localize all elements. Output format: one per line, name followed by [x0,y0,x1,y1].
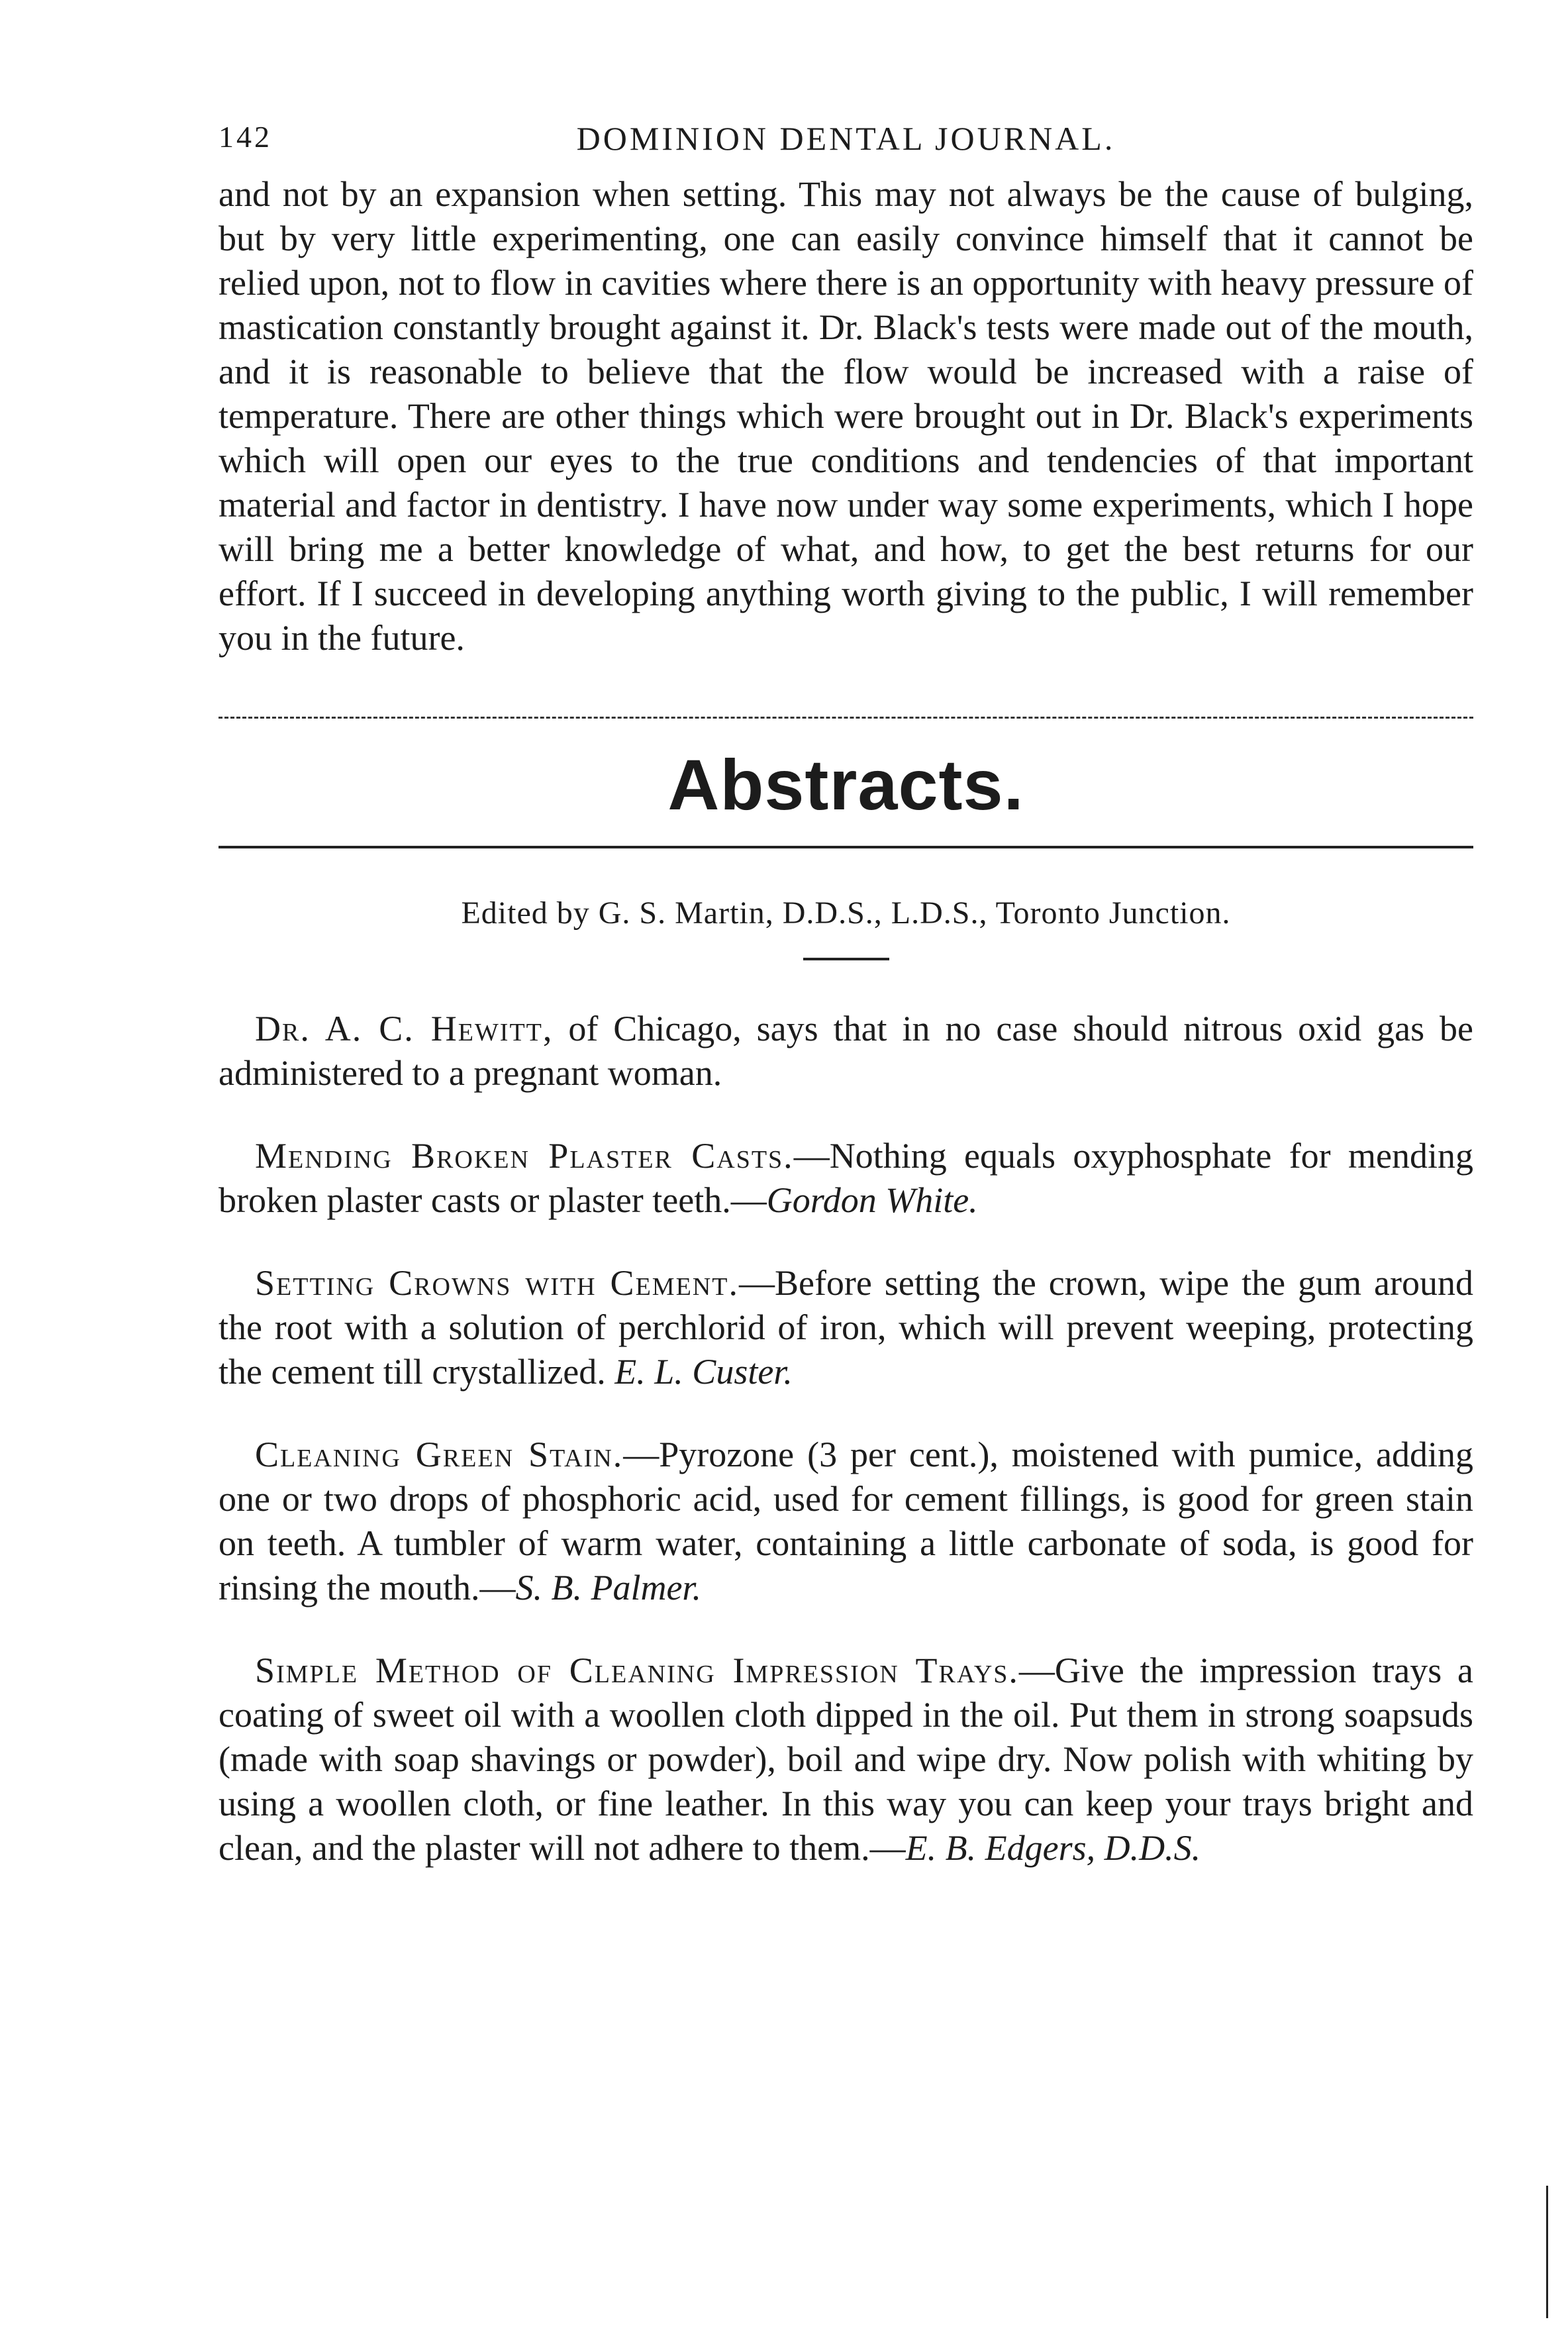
abstract-item [219,1261,1473,1394]
running-head [219,119,1473,172]
abstract-source: S. B. Palmer. [515,1568,701,1607]
short-rule [803,958,889,960]
intro-paragraph: and not by an expansion when setting. This may not always be the cause of bulging, but by very little experimenting, one can easily convince himself that it cannot be relied upon, not to flow in cavities where there is an opportunity with heavy pressure of mastication constantly brought against it. Dr. Black's tests were made out of the mouth, and it is reasonable to believe that the flow would be increased with a raise of temperature. There are other things which were brought out in Dr. Black's experiments which will open our eyes to the true conditions and tendencies of that important material and factor in dentistry. I have now under way some experiments, which I hope will bring me a better knowledge of what, and how, to get the best returns for our effort. If I succeed in developing anything worth giving to the public, I will remember you in the future. [219,174,1473,658]
abstract-source: E. L. Custer. [614,1352,793,1392]
abstract-title: Dr. A. C. Hewitt, [255,1009,554,1048]
abstract-source: E. B. Edgers, D.D.S. [905,1828,1201,1868]
page-number: 142 [219,120,272,154]
abstract-title: Mending Broken Plaster Casts. [255,1136,794,1176]
abstract-body: —Pyrozone (3 per cent.), moistened with pumice, adding one or two drops of phosphoric acid, used for cement fillings, is good for green stain on teeth. A tumbler of warm water, containing a little carbonate of soda, is good for rinsing the mouth.— [219,1435,1473,1607]
abstract-item [219,1007,1473,1096]
section-rule-bottom [219,846,1473,848]
abstract-title: Setting Crowns with Cement. [255,1263,739,1303]
journal-page [219,119,1473,1909]
section-heading: Abstracts. [667,744,1024,825]
abstract-body: of Chicago, says that in no case should nitrous oxid gas be administered to a pregnant woman. [219,1009,1474,1093]
abstract-body: —Nothing equals oxyphosphate for mending broken plaster casts or plaster teeth.— [219,1136,1473,1220]
abstract-item [219,1134,1473,1223]
abstract-item [219,1433,1473,1610]
abstract-title: Cleaning Green Stain. [255,1435,624,1474]
editor-line: Edited by G. S. Martin, D.D.S., L.D.S., Toronto Junction. [461,895,1231,931]
journal-title: DOMINION DENTAL JOURNAL. [576,120,1116,157]
scan-edge-line [1546,2186,1548,2318]
section-rule-top [219,717,1473,719]
abstract-title: Simple Method of Cleaning Impression Trays. [255,1651,1019,1690]
abstract-body: —Before setting the crown, wipe the gum around the root with a solution of perchlorid of iron, which will prevent weeping, protecting the cement till crystallized. [219,1263,1474,1392]
abstract-item [219,1649,1473,1870]
abstract-body: —Give the impression trays a coating of sweet oil with a woollen cloth dipped in the oil. Put them in strong soapsuds (made with soap shavings or powder), boil and wipe dry. Now polish with whiting by using a woollen cloth, or fine leather. In this way you can keep your trays bright and clean, and the plaster will not adhere to them.— [219,1651,1473,1868]
abstract-source: Gordon White. [766,1180,978,1220]
